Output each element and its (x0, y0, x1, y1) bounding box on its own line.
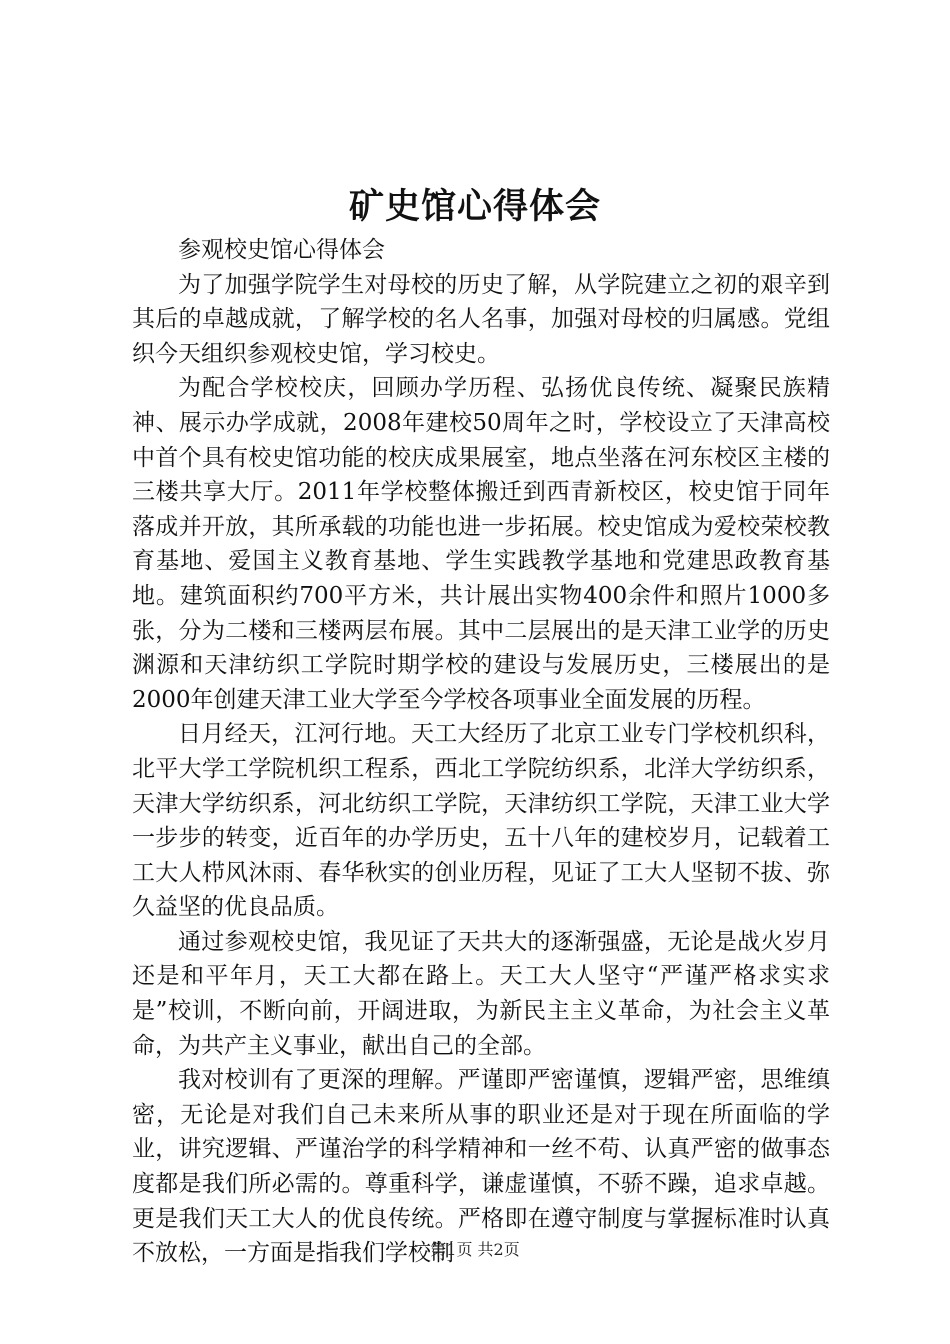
document-body (132, 233, 830, 1271)
paragraph-4: 通过参观校史馆，我见证了天共大的逐渐强盛，无论是战火岁月还是和平年月，天工大都在路上。天工大人坚守“严谨严格求实求是”校训，不断向前，开阔进取，为新民主主义革命，为社会主义革命，为共产主义事业，献出自己的全部。 (132, 928, 830, 1059)
document-title: 矿史馆心得体会 (348, 186, 601, 227)
paragraph-5: 我对校训有了更深的理解。严谨即严密谨慎，逻辑严密，思维缜密，无论是对我们自己未来所从事的职业还是对于现在所面临的学业，讲究逻辑、严谨治学的科学精神和一丝不苟、认真严密的做事态度都是我们所必需的。尊重科学，谦虚谨慎，不骄不躁，追求卓越。更是我们天工大人的优良传统。严格即在遵守制度与掌握标准时认真不放松，一方面是指我们学校制 (132, 1067, 830, 1267)
paragraph-2: 为配合学校校庆，回顾办学历程、弘扬优良传统、凝聚民族精神、展示办学成就，2008年建校50周年之时，学校设立了天津高校中首个具有校史馆功能的校庆成果展室，地点坐落在河东校区主楼的三楼共享大厅。2011年学校整体搬迁到西青新校区，校史馆于同年落成并开放，其所承载的功能也进一步拓展。校史馆成为爱校荣校教育基地、爱国主义教育基地、学生实践教学基地和党建思政教育基地。建筑面积约700平方米，共计展出实物400余件和照片1000多张，分为二楼和三楼两层布展。其中二层展出的是天津工业学的历史渊源和天津纺织工学院时期学校的建设与发展历史，三楼展出的是2000年创建天津工业大学至今学校各项事业全面发展的历程。 (132, 375, 830, 713)
page-footer: 第1页 共2页 (430, 1240, 520, 1259)
paragraph-1: 为了加强学院学生对母校的历史了解，从学院建立之初的艰辛到其后的卓越成就，了解学校的名人名事，加强对母校的归属感。党组织今天组织参观校史馆，学习校史。 (132, 271, 830, 367)
paragraph-subtitle: 参观校史馆心得体会 (178, 237, 385, 263)
paragraph-3: 日月经天，江河行地。天工大经历了北京工业专门学校机织科，北平大学工学院机织工程系，西北工学院纺织系，北洋大学纺织系，天津大学纺织系，河北纺织工学院，天津纺织工学院，天津工业大学一步步的转变，近百年的办学历史，五十八年的建校岁月，记载着工工大人栉风沐雨、春华秋实的创业历程，见证了工大人坚韧不拔、弥久益坚的优良品质。 (132, 721, 830, 921)
